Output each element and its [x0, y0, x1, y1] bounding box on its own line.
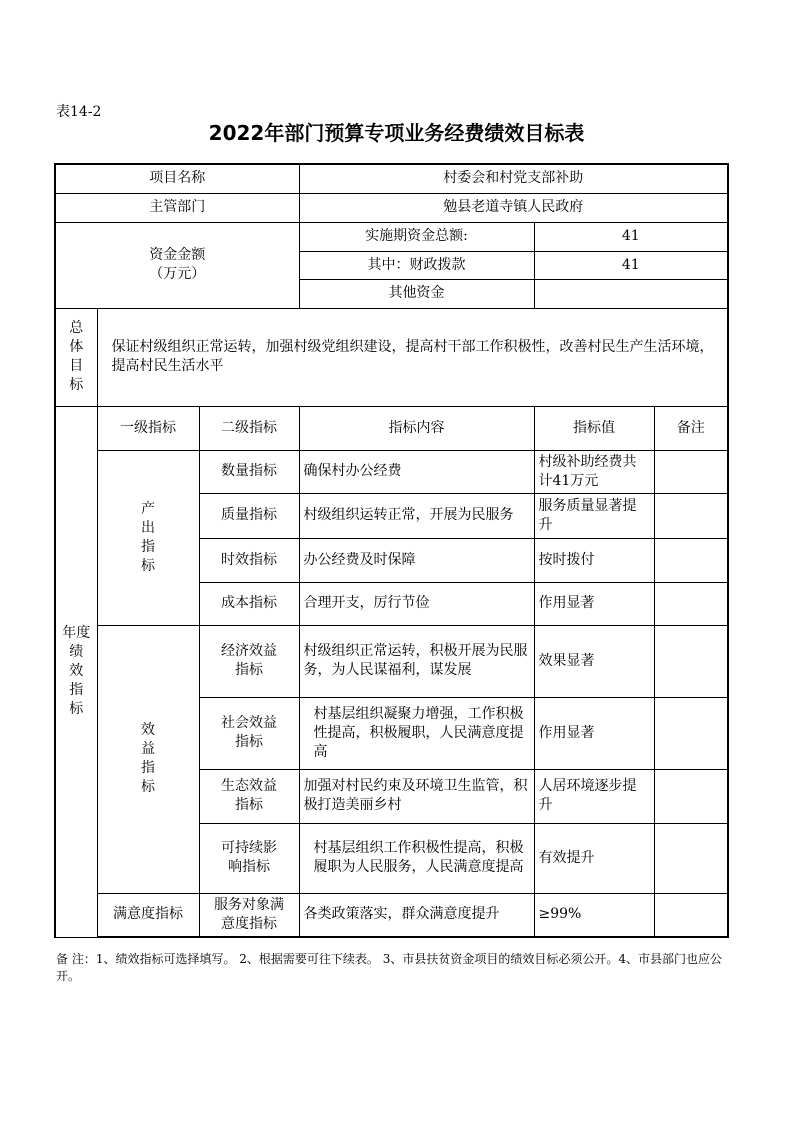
indicator-value: 人居环境逐步提升 — [534, 769, 654, 823]
level2-indicator: 经济效益指标 — [199, 625, 299, 697]
level2-indicator: 成本指标 — [199, 582, 299, 625]
indicator-content: 加强对村民约束及环境卫生监管，积极打造美丽乡村 — [299, 769, 534, 823]
table-row — [55, 893, 728, 937]
project-name-value: 村委会和村党支部补助 — [299, 164, 728, 193]
table-row — [55, 625, 728, 697]
benefit-indicators-label: 效 益 指 标 — [97, 625, 199, 893]
project-name-label: 项目名称 — [55, 164, 299, 193]
indicator-value: 效果显著 — [534, 625, 654, 697]
satisfaction-note — [654, 893, 728, 937]
indicator-value: 服务质量显著提升 — [534, 493, 654, 538]
indicator-note — [654, 493, 728, 538]
funds-unit: （万元） — [149, 266, 206, 282]
indicator-note — [654, 450, 728, 493]
indicator-note — [654, 697, 728, 769]
funds-label: 资金金额 — [149, 247, 206, 263]
overall-goal-text: 保证村级组织正常运转，加强村级党组织建设，提高村干部工作积极性，改善村民生产生活环境，提高村民生活水平 — [97, 308, 728, 406]
funds-label-cell — [55, 222, 299, 308]
indicator-content: 村级组织正常运转，积极开展为民服务，为人民谋福利，谋发展 — [299, 625, 534, 697]
level2-indicator: 社会效益指标 — [199, 697, 299, 769]
header-note: 备注 — [654, 406, 728, 450]
satisfaction-level1: 满意度指标 — [97, 893, 199, 937]
level2-indicator: 质量指标 — [199, 493, 299, 538]
level2-indicator: 数量指标 — [199, 450, 299, 493]
indicator-value: 按时拨付 — [534, 538, 654, 582]
fiscal-funds-label: 其中：财政拨款 — [299, 251, 534, 279]
header-level1: 一级指标 — [97, 406, 199, 450]
department-label: 主管部门 — [55, 193, 299, 222]
annual-indicators-label: 年度 绩 效 指 标 — [55, 406, 97, 937]
indicator-content: 村基层组织工作积极性提高，积极履职为人民服务，人民满意度提高 — [299, 823, 534, 893]
level2-indicator: 生态效益指标 — [199, 769, 299, 823]
indicator-value: 有效提升 — [534, 823, 654, 893]
output-indicators-label: 产 出 指 标 — [97, 450, 199, 625]
indicator-note — [654, 582, 728, 625]
page-title: 2022年部门预算专项业务经费绩效目标表 — [208, 121, 585, 145]
indicator-content: 确保村办公经费 — [299, 450, 534, 493]
fiscal-funds-value: 41 — [534, 251, 728, 279]
performance-target-table — [54, 163, 729, 938]
indicator-note — [654, 823, 728, 893]
other-funds-value — [534, 279, 728, 308]
indicator-value: 作用显著 — [534, 697, 654, 769]
indicator-note — [654, 538, 728, 582]
department-value: 勉县老道寺镇人民政府 — [299, 193, 728, 222]
total-funds-value: 41 — [534, 222, 728, 251]
overall-goal-label: 总 体 目 标 — [55, 308, 97, 406]
total-funds-label: 实施期资金总额: — [299, 222, 534, 251]
level2-indicator: 时效指标 — [199, 538, 299, 582]
satisfaction-content: 各类政策落实，群众满意度提升 — [299, 893, 534, 937]
satisfaction-value: ≥99% — [534, 893, 654, 937]
header-content: 指标内容 — [299, 406, 534, 450]
satisfaction-level2: 服务对象满意度指标 — [199, 893, 299, 937]
header-value: 指标值 — [534, 406, 654, 450]
indicator-value: 村级补助经费共计41万元 — [534, 450, 654, 493]
header-level2: 二级指标 — [199, 406, 299, 450]
indicator-content: 村基层组织凝聚力增强，工作积极性提高，积极履职，人民满意度提高 — [299, 697, 534, 769]
table-row — [55, 450, 728, 493]
table-number: 表14-2 — [56, 104, 102, 120]
indicator-value: 作用显著 — [534, 582, 654, 625]
level2-indicator: 可持续影响指标 — [199, 823, 299, 893]
footnote: 备 注：1、绩效指标可选择填写。 2、根据需要可往下续表。 3、市县扶贫资金项目的绩效目标必须公开。4、市县部门也应公开。 — [56, 952, 722, 983]
indicator-note — [654, 769, 728, 823]
indicator-content: 村级组织运转正常，开展为民服务 — [299, 493, 534, 538]
other-funds-label: 其他资金 — [299, 279, 534, 308]
indicator-content: 合理开支，厉行节俭 — [299, 582, 534, 625]
indicator-content: 办公经费及时保障 — [299, 538, 534, 582]
indicator-note — [654, 625, 728, 697]
